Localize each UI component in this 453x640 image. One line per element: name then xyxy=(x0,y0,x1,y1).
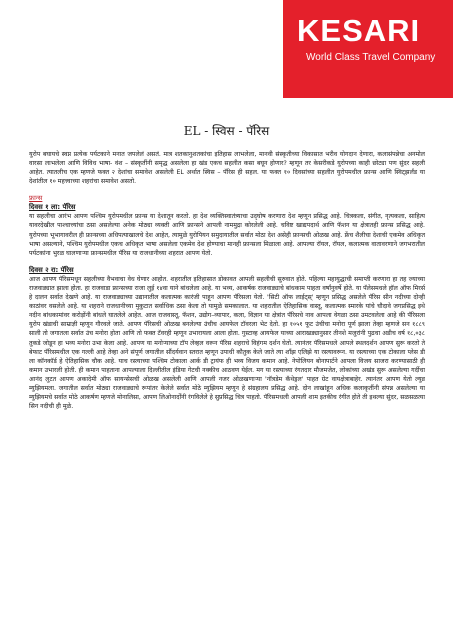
brand-tagline: World Class Travel Company xyxy=(306,52,436,63)
document-body xyxy=(29,150,425,411)
day-2-heading: दिवस २ रा: पॅरिस xyxy=(29,265,74,274)
brand-header xyxy=(283,0,453,98)
day-2-text: आज आपण पॅरिसमधून सहलीच्या वैभवाचा वेध घेणार आहोत. शहरातील इतिहासात डोकावत आपली सहलीची सुरुवात होते. पहिल्या महायुद्धाची समाप्ती करणारा हा तह ज्याच्या राजवाड्यात झाला होता. हा राजवाडा फ्रान्सच्या राजा लुई १४वा याने बांधलेला आहे. या भव्य, आकर्षक राजवाड्याचे बांधकाम पाहता वर्षांनुवर्षे होते. या पॅलेसमधले हॉल ऑफ मिरर्स हे दालन सर्वात देखणे आहे. या राजवाड्याच्या उद्यानातील कलात्मक कारंजी पाहून आपण पॅरिसला येतो. 'सिटी ऑफ लाईट्स्‌' म्हणून प्रसिद्ध असलेले पॅरिस सीन नदीच्या दोन्ही काठांवर वसलेले आहे. या शहराने राजधानीच्या मुकुटात सर्वाधिक ठसा केला तो यामुळे समकालात. या शहरातील ऐतिहासिक वास्तू, कलात्मक स्मारके यांचे चौदावे जगप्रसिद्ध इथे नदीन बांधकामांवर करोड़ोंनी बांधले घातलेले आहेत. आज राजवास्तू, फॅशन, उद्योग–व्यापार, कला, विज्ञान या क्षेत्रांत पॅरिसचे नाव आपला वेगळा ठसा उमटवलेला आहे की पॅरिसला युरोप खंडाची साम्राज्ञी म्हणून गौरवले जाते. आपण पॅरिसची ओळख बनलेल्या उंचीच आयफेल टॉवरला भेट देतो. हा १०५१ फूट उंचीचा मनोरा पूर्ण झाला तेव्हा म्हणजे सन १८८९ साली तो जगातला सर्वात उंच मनोरा होता आणि तो फक्त टॅवरही म्हणून उभारायला आला होता. गुस्टाव्ह आयफेल याच्या आराखड्यानुसार तीनशे मजुरांनी पुढचा अडीच वर्ष १८,०३८ तुकडे जोडून हा भव्य मनोरा उभा केला आहे. आपण या मनोऱ्याच्या टॉप लेव्हल वरून पॅरिस शहराचे विहंगम दर्शन घेतो. त्यानंतर पॅरिसमधले आपले स्थलदर्शन आपण सुरू करतो ते बेफाट पॅरिसमधील एक गल्ली आहे तेव्हा अने संपूर्ण जगातील सौंदर्यवान स्तरात म्हणून उपाधी कौतुक केले जाते त्या शॉंझ एलिझे या रस्त्यावरून. या रस्त्याच्या एक टोकाला प्लेस डी ला कॉनकॉर्ड हे ऐतिहासिक चौक आहे. याच रस्त्याच्या पश्चिम टोकाला आर्क डी ट्रायंफ ही भव्य विजय कमान आहे. नेपोलियन बोनापार्टने आपला विजय साजरा करण्यासाठी ही कमान उभारली होती. ही कमान पाहताना आपल्याला दिल्लीतील इंडिया गेटची नक्कीच आठवण येईल. मग या रस्त्याच्या रंगतदार मौजमजेत, लोकांच्या अखंड सुरू असलेल्या गर्दीचा आनंद लुटत आपण अकादेमी ऑफ सायन्सेसची ओळख असलेली आणि आपली नजर ओळखणाऱ्या 'नॉत्रडेम कॅथेड्रल' पाहत ग्रेट वायक्षेत्राबाहेर. त्यानंतर आपण येतो ल्युव्र म्युझियमला. जगातील सर्वात मोठ्या राजवाड्याचे रूपांतर केलेले सर्वात मोठे म्युझियम म्हणून हे संग्रहालय प्रसिद्ध आहे. दोन लाखांहून अधिक कलाकृतींनी संपन्न असलेल्या या म्युझियमचे सर्वात मोठे आकर्षण म्हणजे मोनालिसा, आपण लिओनार्दोंनी रंगविलेले हे सुप्रसिद्ध चित्र पाहतो. पॅरिसमधली आपली शाम इतकीच रंगीत होते ती इथल्या सुंदर, सळसळत्या सिन नदीची ही मुळे. xyxy=(29,275,425,411)
day-1-heading: दिवस १ ला: पॅरिस xyxy=(29,203,76,212)
document-title: EL - स्विस - पॅरिस xyxy=(183,124,270,138)
intro-paragraph: युरोप बघायचे स्वप्न प्रत्येक पर्यटकाने मनात जपलेलं असतं. मात्र शतकानुशतकांचा इतिहास लाभलेला, मानवी संस्कृतीच्या विकासात भरीव योगदान देणारा, कलासंपन्नेचा अनमोल वारसा लाभलेला आणि विविध भाषा- वंश – संस्कृतींनी समृद्ध असलेला हा खंड एकच सहलीत कसा बघून होणार? म्हणून तर केसरीकडे युरोपच्या काही छोट्या पण सुंदर सहली आहेत. त्यातलीच एक म्हणजे फक्त २ देशांचा समावेश असलेली EL अर्थात स्विस – पॅरिस ही सहल. या फक्त १० दिवसांच्या सहलीत युरोपमधील फ्रान्स आणि स्विट्झर्लंड या देशांतील १० महत्त्वाच्या शहरांचा समावेश असतो. xyxy=(29,151,425,186)
kesari-logo: KESARI xyxy=(297,13,421,48)
day-1-text: या सहलीचा आरंभ आपण पश्चिम युरोपमधील फ्रान्स या देशातून करतो. हा देश व्यक्तिस्वातंत्र्याचा उद्‌घोष करणारा देश म्हणून प्रसिद्ध आहे. चित्रकला, संगीत, नृत्यकला, साहित्य यावरदेखील पाश्चात्त्यांचा ठसा असलेल्या अनेक मोठ्या व्यक्ती आणि फ्रान्सने आपली नाममुद्रा कोरलेली आहे. चविष्ट खाद्यपदार्थ आणि फॅशन या क्षेत्रातही फ्रान्स प्रसिद्ध आहे. युरोपच्या भूभागावरील ही फ्रान्सच्या अधिपत्याखालचे देश आहेत, त्यामुळे युरोपियन समुदायातील सर्वात मोठा देश असेही फ्रान्सची ओळख आहे. फ्रेंच शैलीचा देशाची एकमेव अधिकृत भाषा असल्याने, पश्चिम युरोपमधील एकच अधिकृत भाषा असलेला एकमेव देश होण्याचा मानही फ्रान्सला मिळाला आहे. आपल्या रॉयल, रॉयल, कलात्मक वातावरणाने जगभरातील पर्यटकांना भुरळ घालणाऱ्या फ्रान्समधील पॅरिस या राजधानीच्या शहरात आपण येतो. xyxy=(29,213,425,257)
section-label-france: फ्रान्स xyxy=(29,194,43,203)
